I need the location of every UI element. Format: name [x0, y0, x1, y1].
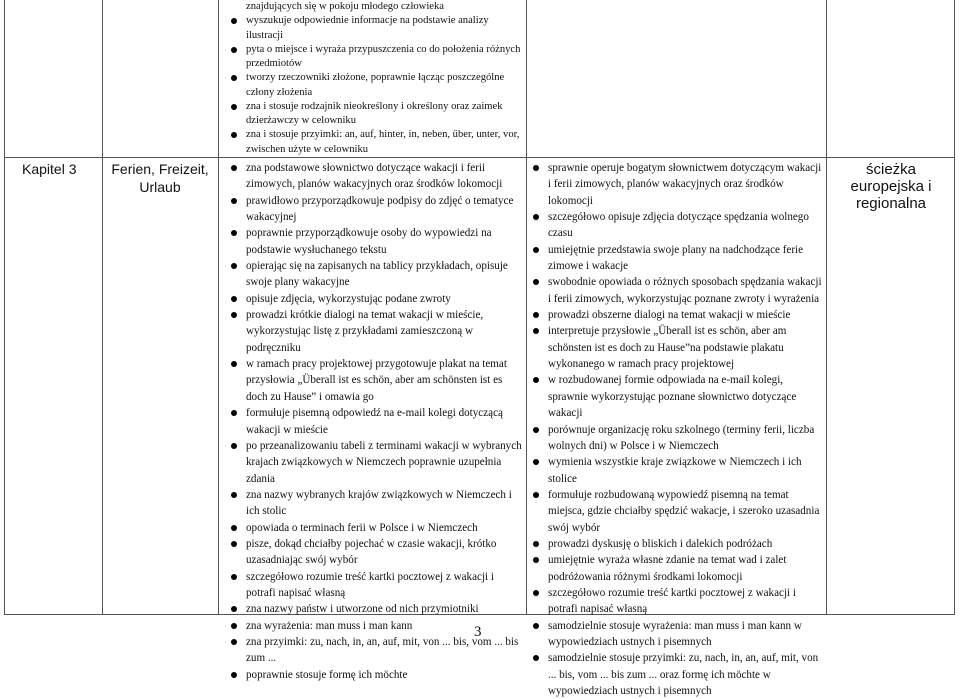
list-item: pyta o miejsce i wyraża przypuszczenia co do położenia różnych przedmiotów: [231, 43, 523, 72]
page-number: 3: [474, 624, 482, 640]
list-item: zna nazwy państw i utworzone od nich przymiotniki: [231, 601, 523, 617]
list-item: zna wyrażenia: man muss i man kann: [231, 618, 523, 634]
list-item: w rozbudowanej formie odpowiada na e-mail kolegi, sprawnie wykorzystując poznane słownictwo dotyczące wakacji: [533, 372, 823, 421]
list-item: prowadzi dyskusję o bliskich i dalekich podróżach: [533, 536, 823, 552]
bullet-icon: [533, 623, 539, 629]
list-item: prowadzi krótkie dialogi na temat wakacji w mieście, wykorzystując listę z przykładami zamieszczoną w podręczniku: [231, 307, 523, 356]
list-item: zna podstawowe słownictwo dotyczące wakacji i ferii zimowych, planów wakacyjnych oraz środków lokomocji: [231, 160, 523, 193]
bullet-icon: [533, 214, 539, 220]
list-item: umiejętnie wyraża własne zdanie na temat wad i zalet podróżowania różnymi środkami lokomocji: [533, 552, 823, 585]
bullet-icon: [533, 590, 539, 596]
list-item: sprawnie operuje bogatym słownictwem dotyczącym wakacji i ferii zimowych, planów wakacyjnych oraz środków lokomocji: [533, 160, 823, 209]
chapter-label: Kapitel 3: [22, 161, 77, 177]
list-item: interpretuje przysłowie „Überall ist es schön, aber am schönsten ist es doch zu Hause”na podstawie plakatu wykonanego w ramach pracy projektowej: [533, 323, 823, 372]
list-item: prawidłowo przyporządkowuje podpisy do zdjęć o tematyce wakacyjnej: [231, 193, 523, 226]
list-item: zna przyimki: zu, nach, in, an, auf, mit, von ... bis, vom ... bis zum ...: [231, 634, 523, 667]
list-item: pisze, dokąd chciałby pojechać w czasie wakacji, krótko uzasadniając swój wybór: [231, 536, 523, 569]
bullet-icon: [231, 443, 237, 449]
bullet-icon: [533, 541, 539, 547]
bullet-icon: [533, 165, 539, 171]
bullet-icon: [231, 361, 237, 367]
bullet-icon: [231, 639, 237, 645]
bullet-icon: [231, 47, 237, 53]
column-divider-4: [826, 0, 827, 614]
row-divider: [4, 157, 955, 158]
bullet-icon: [231, 296, 237, 302]
list-item: samodzielnie stosuje wyrażenia: man muss i man kann w wypowiedziach ustnych i pisemnych: [533, 618, 823, 651]
bullet-icon: [231, 410, 237, 416]
bullet-icon: [533, 377, 539, 383]
list-item: zna i stosuje przyimki: an, auf, hinter, in, neben, über, unter, vor, zwischen użyte w celowniku: [231, 128, 523, 157]
table-right-border: [954, 0, 955, 614]
bullet-icon: [231, 230, 237, 236]
list-item: zna nazwy wybranych krajów związkowych w Niemczech i ich stolic: [231, 487, 523, 520]
bullet-icon: [231, 525, 237, 531]
column-divider-3: [526, 0, 527, 614]
list-item: opierając się na zapisanych na tablicy przykładach, opisuje swoje plany wakacyjne: [231, 258, 523, 291]
bullet-icon: [533, 279, 539, 285]
bullet-icon: [231, 606, 237, 612]
education-path: ścieżka europejska i regionalna: [850, 161, 932, 212]
list-item: w ramach pracy projektowej przygotowuje plakat na temat przysłowia „Überall ist es schön, aber am schönsten ist es doch zu Hause” i omawia go: [231, 356, 523, 405]
list-item: opisuje zdjęcia, wykorzystując podane zwroty: [231, 291, 523, 307]
bullet-icon: [231, 18, 237, 24]
list-item: szczegółowo rozumie treść kartki pocztowej z wakacji i potrafi napisać własną: [533, 585, 823, 618]
list-item: po przeanalizowaniu tabeli z terminami wakacji w wybranych krajach związkowych w Niemczech poprawnie uzupełnia zdania: [231, 438, 523, 487]
list-item: swobodnie opowiada o różnych sposobach spędzania wakacji i ferii zimowych, wykorzystując poznane zwroty i wyrażenia: [533, 274, 823, 307]
bullet-icon: [231, 104, 237, 110]
extended-requirements: [533, 160, 823, 699]
bullet-icon: [231, 165, 237, 171]
bullet-icon: [231, 672, 237, 678]
continuation-line: znajdujących się w pokoju młodego człowieka: [246, 1, 444, 12]
list-item: tworzy rzeczowniki złożone, poprawnie łącząc poszczególne człony złożenia: [231, 71, 523, 100]
list-item: zna i stosuje rodzajnik nieokreślony i określony oraz zaimek dzierżawczy w celowniku: [231, 100, 523, 129]
bullet-icon: [231, 541, 237, 547]
bullet-icon: [231, 198, 237, 204]
table-left-border: [4, 0, 5, 614]
bullet-icon: [533, 328, 539, 334]
bullet-icon: [533, 655, 539, 661]
list-item: poprawnie przyporządkowuje osoby do wypowiedzi na podstawie wysłuchanego tekstu: [231, 225, 523, 258]
bullet-icon: [231, 132, 237, 138]
extended-list: [533, 160, 823, 699]
list-item: wyszukuje odpowiednie informacje na podstawie analizy ilustracji: [231, 14, 523, 43]
list-item: wymienia wszystkie kraje związkowe w Niemczech i ich stolice: [533, 454, 823, 487]
bullet-icon: [231, 574, 237, 580]
bullet-icon: [231, 623, 237, 629]
bullet-icon: [533, 247, 539, 253]
chapter-topic: Ferien, Freizeit, Urlaub: [111, 161, 209, 195]
bullet-icon: [231, 75, 237, 81]
basic-requirements: [231, 160, 523, 683]
list-item: samodzielnie stosuje przyimki: zu, nach, in, an, auf, mit, von ... bis, vom ... bis zum ... oraz formę ich möchte w wypowiedziach ustnych i pisemnych: [533, 650, 823, 699]
bullet-icon: [533, 557, 539, 563]
list-item: poprawnie stosuje formę ich möchte: [231, 667, 523, 683]
list-item: szczegółowo rozumie treść kartki pocztowej z wakacji i potrafi napisać własną: [231, 569, 523, 602]
bullet-icon: [533, 312, 539, 318]
list-item: formułuje pisemną odpowiedź na e-mail kolegi dotyczącą wakacji w mieście: [231, 405, 523, 438]
bullet-icon: [533, 459, 539, 465]
basic-list: [231, 160, 523, 683]
list-item: opowiada o terminach ferii w Polsce i w Niemczech: [231, 520, 523, 536]
top-list: [231, 14, 523, 157]
bullet-icon: [231, 263, 237, 269]
top-section: [231, 0, 523, 157]
list-item: porównuje organizację roku szkolnego (terminy ferii, liczba wolnych dni) w Polsce i w Niemczech: [533, 422, 823, 455]
list-item: szczegółowo opisuje zdjęcia dotyczące spędzania wolnego czasu: [533, 209, 823, 242]
bullet-icon: [533, 427, 539, 433]
column-divider-2: [218, 0, 219, 614]
list-item: prowadzi obszerne dialogi na temat wakacji w mieście: [533, 307, 823, 323]
bullet-icon: [231, 312, 237, 318]
list-item: formułuje rozbudowaną wypowiedź pisemną na temat miejsca, gdzie chciałby spędzić wakacje, i szeroko uzasadnia swój wybór: [533, 487, 823, 536]
bullet-icon: [533, 492, 539, 498]
list-item: umiejętnie przedstawia swoje plany na nadchodzące ferie zimowe i wakacje: [533, 242, 823, 275]
bullet-icon: [231, 492, 237, 498]
column-divider-1: [102, 0, 103, 614]
